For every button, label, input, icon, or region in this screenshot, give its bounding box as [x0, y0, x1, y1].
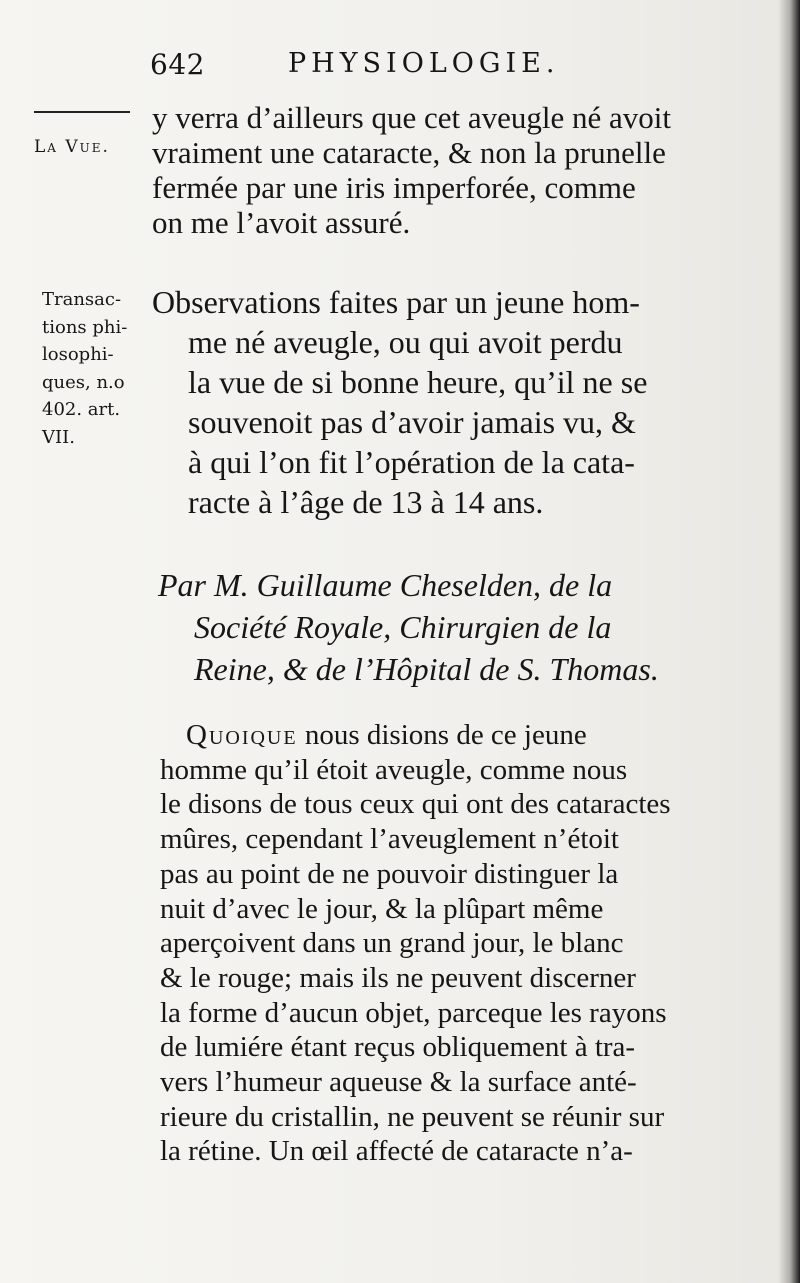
margin-reference: [42, 286, 142, 451]
article-author: [158, 564, 659, 690]
title-line: la vue de si bonne heure, qu’il ne se: [188, 364, 648, 400]
text-line: y verra d’ailleurs que cet aveugle né avoit: [152, 100, 672, 135]
text-line: fermée par une iris imperforée, comme: [152, 170, 636, 205]
margin-reference-line: ques, n.o: [42, 371, 125, 393]
body-line: aperçoivent dans un grand jour, le blanc: [160, 927, 624, 960]
body-line: de lumiére étant reçus obliquement à tra-: [160, 1031, 636, 1064]
title-line: à qui l’on fit l’opération de la cata-: [188, 444, 635, 480]
text-line: vraiment une cataracte, & non la prunelle: [152, 135, 666, 170]
body-line: la rétine. Un œil affecté de cataracte n’a-: [160, 1135, 633, 1168]
title-line: souvenoit pas d’avoir jamais vu, &: [188, 404, 636, 440]
margin-reference-line: losophi-: [42, 344, 114, 365]
body-line: la forme d’aucun objet, parceque les rayons: [160, 996, 667, 1029]
body-first-line: [160, 718, 671, 753]
text-line: on me l’avoit assuré.: [152, 205, 411, 240]
body-line: le disons de tous ceux qui ont des cataractes: [160, 788, 671, 821]
author-line: Société Royale, Chirurgien de la: [194, 609, 612, 645]
title-line: racte à l’âge de 13 à 14 ans.: [188, 484, 544, 520]
body-line: homme qu’il étoit aveugle, comme nous: [160, 753, 628, 786]
article-title: [152, 282, 647, 522]
margin-reference-line: Transac-: [42, 289, 122, 310]
margin-section-label: La Vue.: [34, 137, 110, 157]
body-line: rieure du cristallin, ne peuvent se réunir sur: [160, 1100, 665, 1133]
page-edge-shadow: [778, 0, 800, 1283]
page-number: 642: [150, 48, 205, 81]
running-head: PHYSIOLOGIE.: [288, 48, 560, 79]
margin-rule: [34, 111, 130, 113]
title-line: me né aveugle, ou qui avoit perdu: [188, 324, 623, 360]
margin-reference-line: tions phi-: [42, 316, 128, 338]
body-paragraph: [160, 718, 671, 1169]
body-line: & le rouge; mais ils ne peuvent discerner: [160, 961, 636, 994]
first-line-text: nous disions de ce jeune: [297, 719, 587, 751]
body-line: nuit d’avec le jour, & la plûpart même: [160, 892, 604, 925]
margin-reference-line: 402. art.: [42, 399, 121, 420]
continued-paragraph: [152, 100, 671, 240]
author-line: Reine, & de l’Hôpital de S. Thomas.: [194, 651, 659, 687]
title-line: Observations faites par un jeune hom-: [152, 284, 640, 320]
body-line: mûres, cependant l’aveuglement n’étoit: [160, 823, 619, 856]
body-line: pas au point de ne pouvoir distinguer la: [160, 857, 619, 890]
page-header: [150, 48, 620, 88]
author-line: Par M. Guillaume Cheselden, de la: [158, 567, 613, 603]
body-line: vers l’humeur aqueuse & la surface anté-: [160, 1066, 637, 1099]
drop-word: Quoique: [186, 719, 298, 751]
margin-reference-line: VII.: [42, 426, 75, 448]
